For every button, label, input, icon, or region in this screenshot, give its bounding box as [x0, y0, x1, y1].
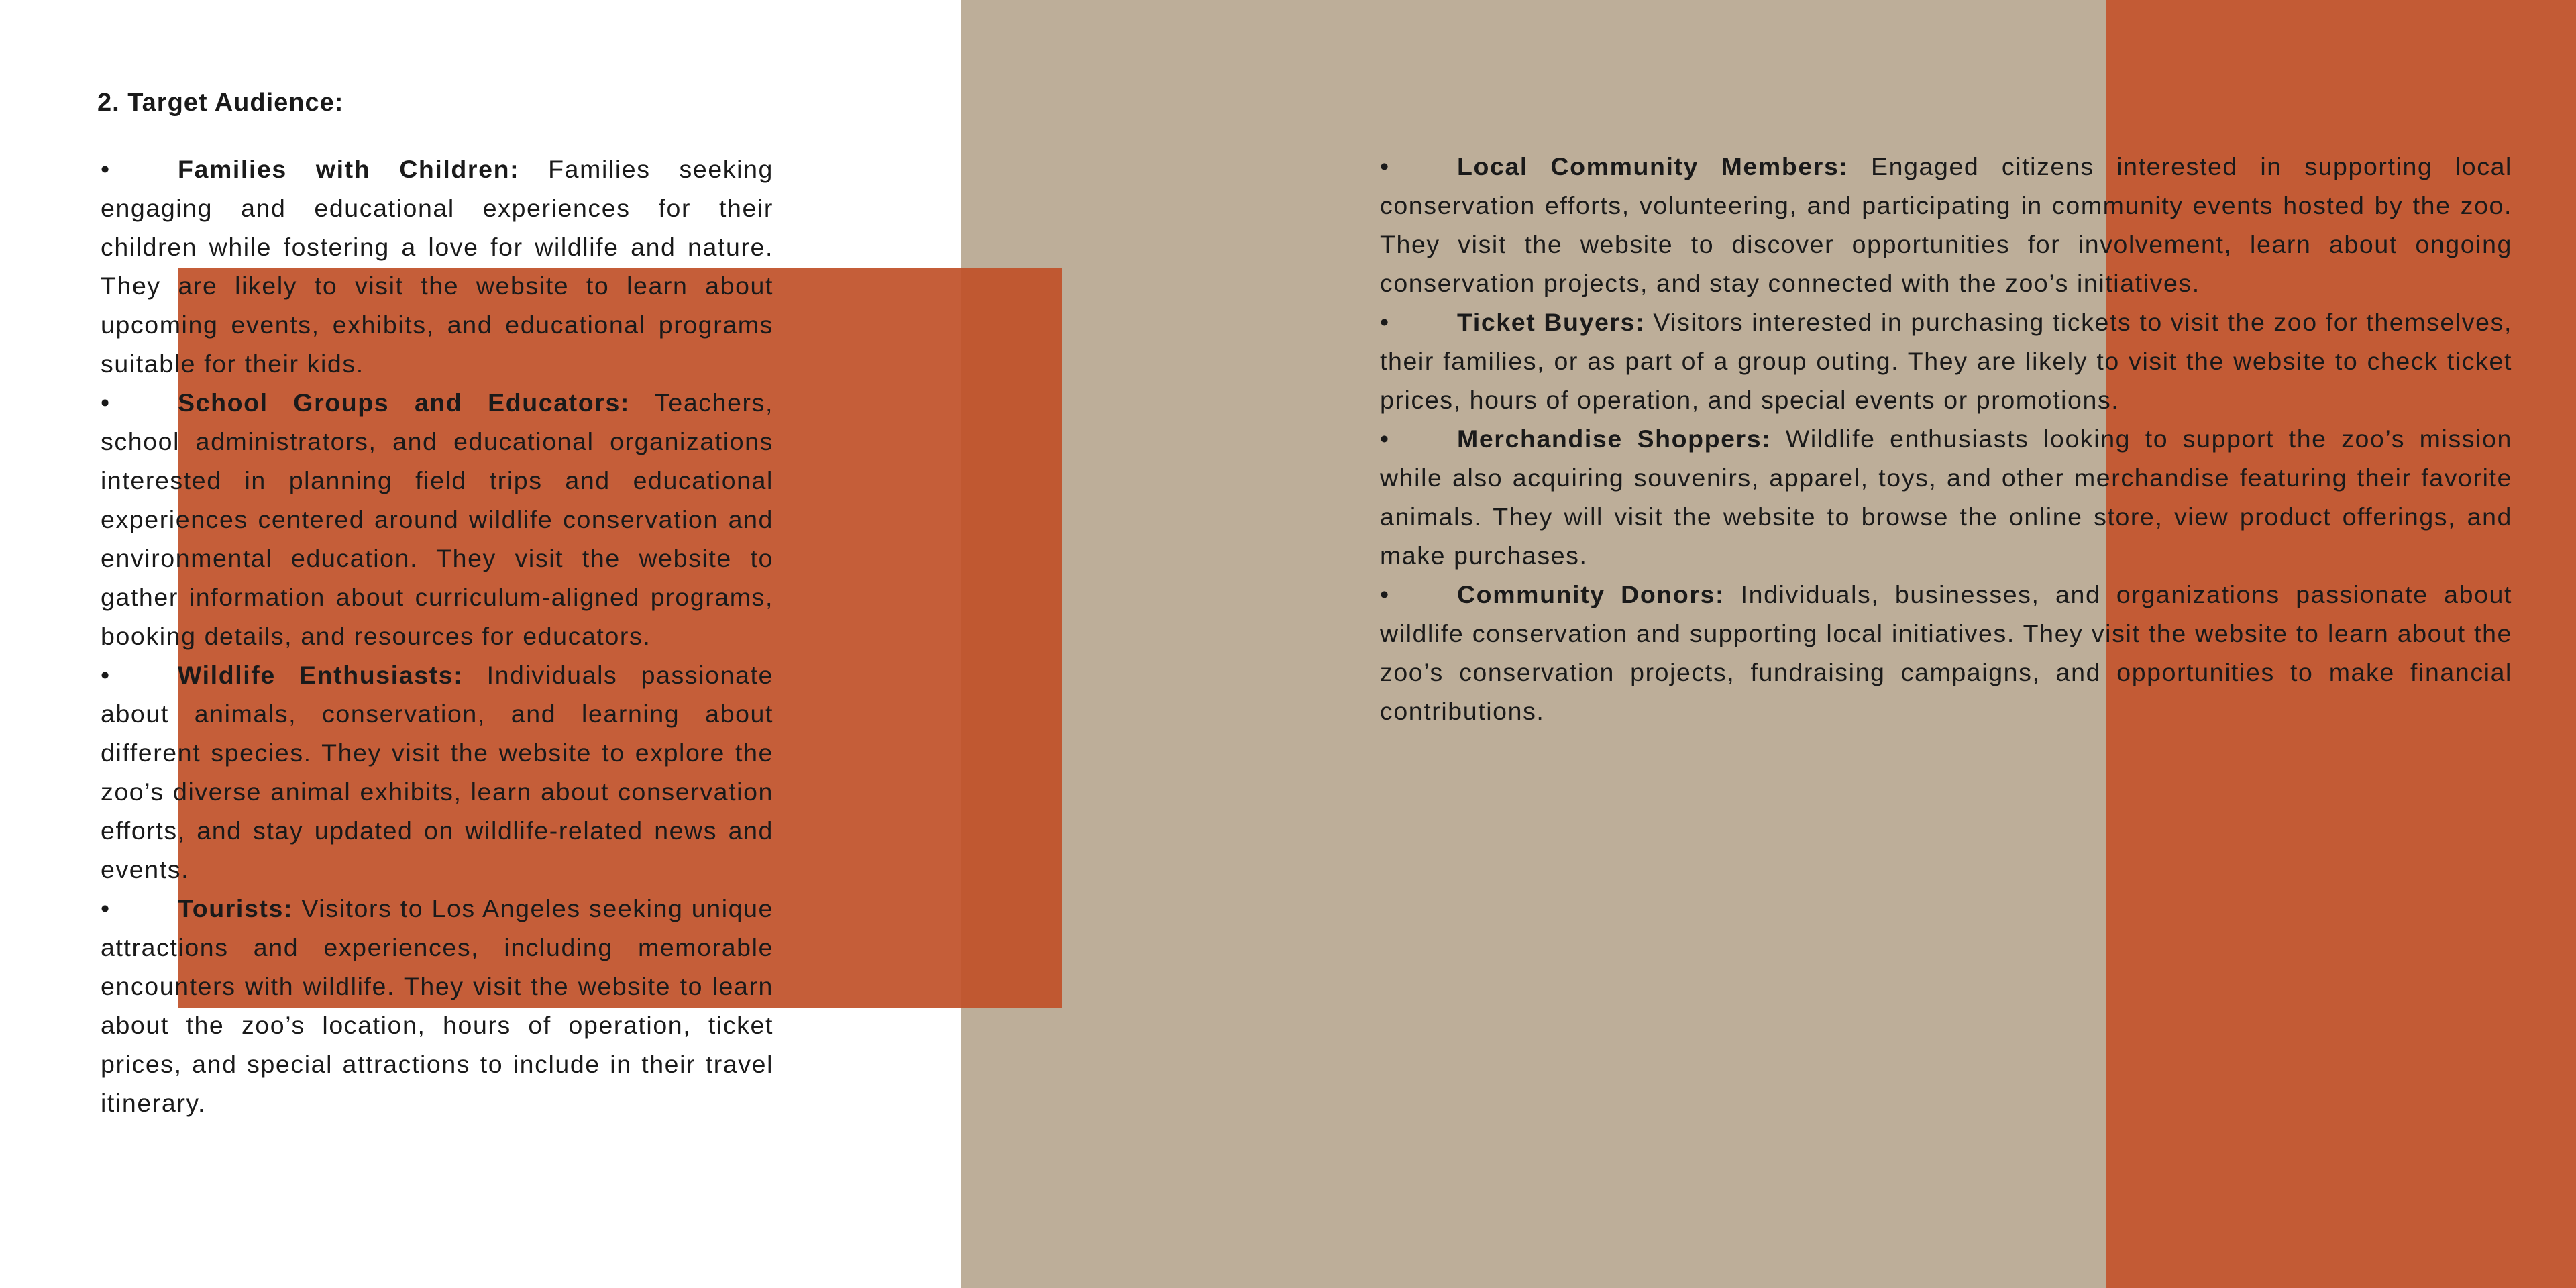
- audience-description: Individuals passionate about animals, conservation, and learning about different species. They visit the website to explore the zoo’s diverse animal exhibits, learn about conservation efforts, and stay updated on wildlife-related news and events.: [101, 661, 773, 883]
- audience-item-local-community: [1380, 147, 2512, 303]
- audience-term: Ticket Buyers:: [1457, 308, 1646, 336]
- bullet-icon: •: [1380, 425, 1390, 453]
- audience-description: Engaged citizens interested in supporting local conservation efforts, volunteering, and participating in community events hosted by the zoo. They visit the website to discover opportunities for involvement, learn about ongoing conservation projects, and stay connected with the zoo’s initiatives.: [1380, 152, 2512, 297]
- audience-description: Visitors interested in purchasing tickets to visit the zoo for themselves, their families, or as part of a group outing. They are likely to visit the website to check ticket prices, hours of operation, and special events or promotions.: [1380, 308, 2512, 414]
- bullet-icon: •: [1380, 152, 1390, 180]
- audience-term: Wildlife Enthusiasts:: [178, 661, 464, 689]
- audience-description: Wildlife enthusiasts looking to support the zoo’s mission while also acquiring souvenirs, apparel, toys, and other merchandise featuring their favorite animals. They will visit the website to browse the online store, view product offerings, and make purchases.: [1380, 425, 2512, 570]
- bullet-icon: •: [101, 894, 111, 922]
- audience-item-wildlife-enthusiasts: [101, 655, 773, 889]
- audience-item-community-donors: [1380, 575, 2512, 731]
- audience-term: Tourists:: [178, 894, 294, 922]
- left-audience-list: [101, 150, 773, 1122]
- audience-item-school-groups: [101, 383, 773, 655]
- section-heading: 2. Target Audience:: [97, 89, 344, 117]
- bullet-icon: •: [101, 661, 111, 689]
- audience-item-families: [101, 150, 773, 383]
- audience-description: Teachers, school administrators, and educational organizations interested in planning field trips and educational experiences centered around wildlife conservation and environmental education. They visit the website to gather information about curriculum-aligned programs, booking details, and resources for educators.: [101, 388, 774, 650]
- audience-term: Local Community Members:: [1457, 152, 1849, 180]
- audience-description: Individuals, businesses, and organizations passionate about wildlife conservation and supporting local initiatives. They visit the website to learn about the zoo’s conservation projects, fundraising campaigns, and opportunities to make financial contributions.: [1380, 580, 2513, 725]
- audience-term: Families with Children:: [178, 155, 520, 183]
- bullet-icon: •: [101, 155, 111, 183]
- bullet-icon: •: [1380, 308, 1390, 336]
- audience-item-ticket-buyers: [1380, 303, 2512, 419]
- audience-description: Visitors to Los Angeles seeking unique attractions and experiences, including memorable encounters with wildlife. They visit the website to learn about the zoo’s location, hours of operation, ticket prices, and special attractions to include in their travel itinerary.: [101, 894, 773, 1117]
- audience-term: School Groups and Educators:: [178, 388, 630, 417]
- bullet-icon: •: [1380, 580, 1390, 608]
- audience-description: Families seeking engaging and educational experiences for their children while fostering a love for wildlife and nature. They are likely to visit the website to learn about upcoming events, exhibits, and educational programs suitable for their kids.: [101, 155, 773, 378]
- right-audience-list: [1380, 147, 2512, 731]
- audience-item-merchandise-shoppers: [1380, 419, 2512, 575]
- audience-term: Merchandise Shoppers:: [1457, 425, 1772, 453]
- audience-term: Community Donors:: [1457, 580, 1725, 608]
- audience-item-tourists: [101, 889, 773, 1122]
- bullet-icon: •: [101, 388, 111, 417]
